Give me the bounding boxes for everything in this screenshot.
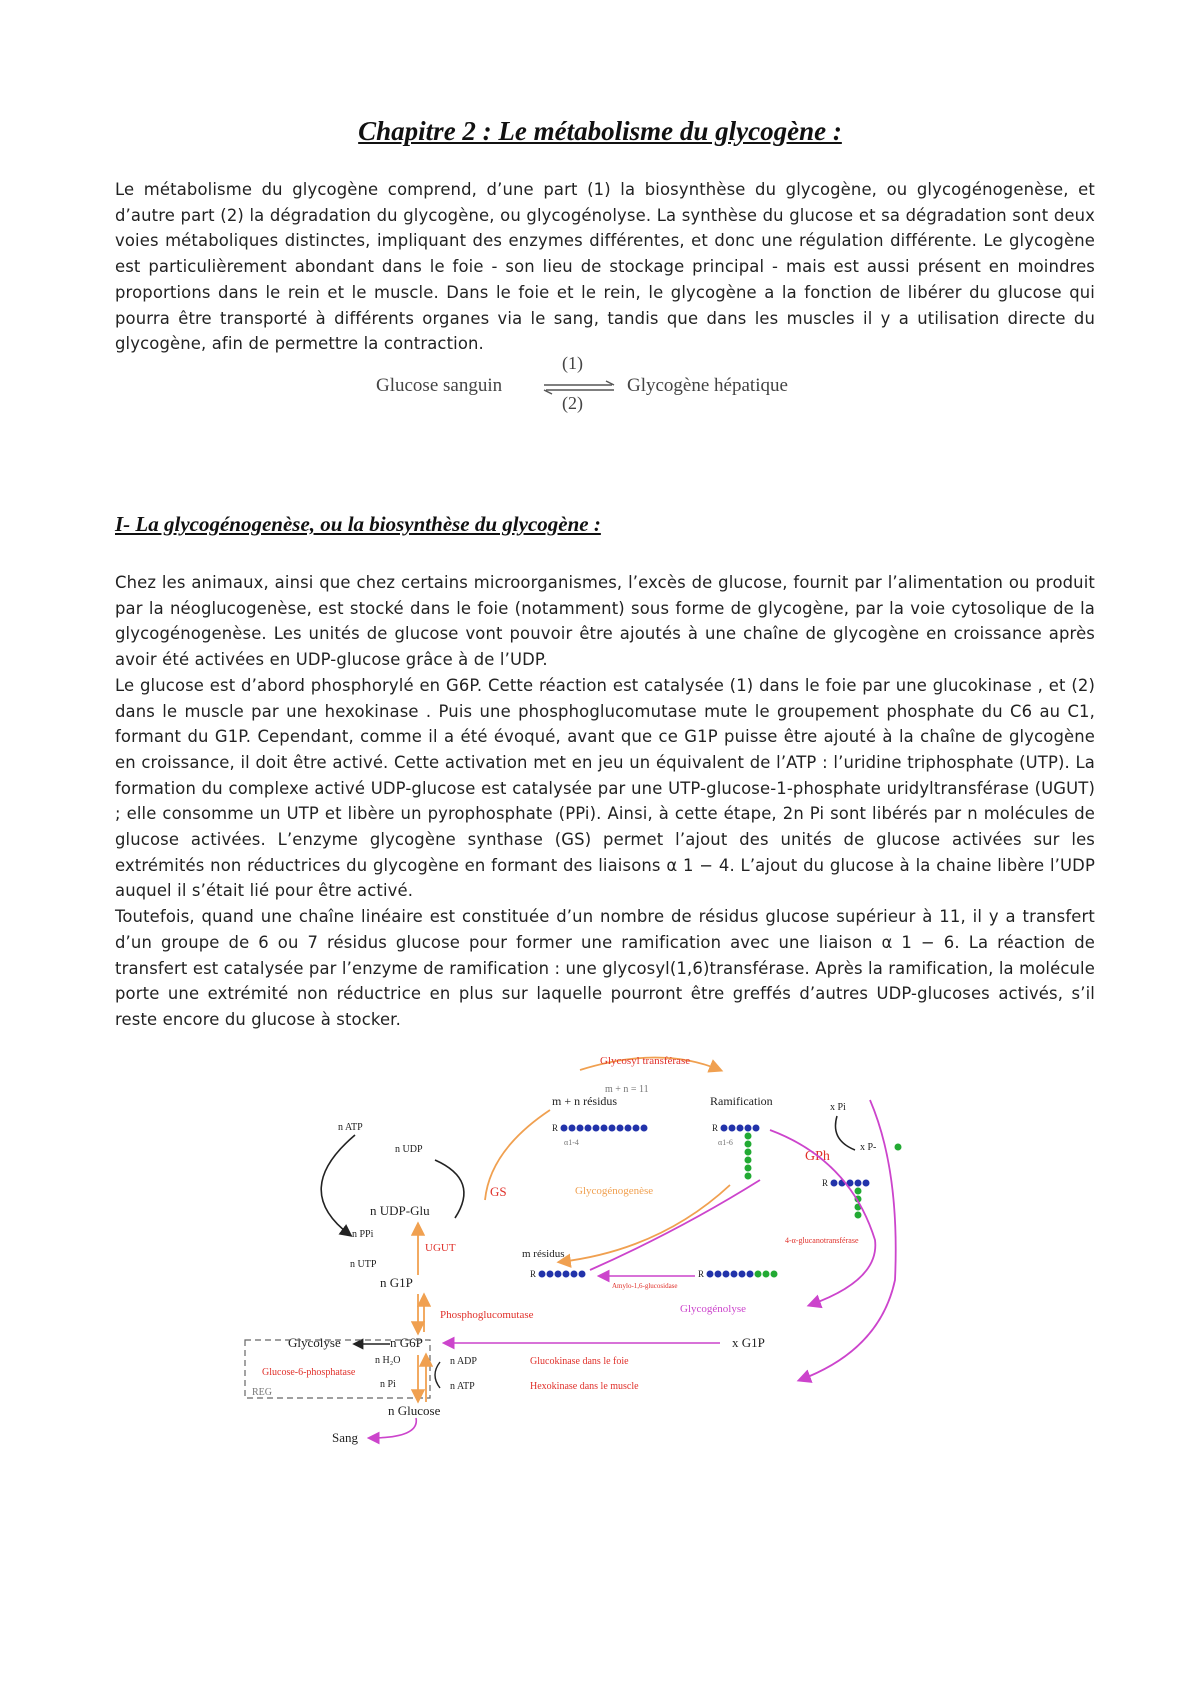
intro-text: Le métabolisme du glycogène comprend, d’une part (1) la biosynthèse du glycogène, ou glycogénogenèse, et d’autre part (2) la dégradation du glycogène, ou glycogénolyse. La synthèse du glucose et sa dégradation sont deux voies métaboliques distinctes, impliquant des enzymes différentes, et donc une régulation différente. Le glycogène est particulièrement abondant dans le foie - son lieu de stockage principal - mais est aussi présent en moindres proportions dans le rein et le muscle. Dans le foie et le rein, le glycogène a la fonction de libérer du glucose qui pourra être transporté à différents organes via le sang, tandis que dans les muscles il y a utilisation directe du glycogène, afin de permettre la contraction.: [115, 180, 1095, 354]
label-mn-condition: m + n = 11: [605, 1084, 649, 1095]
diagram-svg: [240, 1050, 940, 1450]
label-n-atp: n ATP: [338, 1122, 363, 1133]
label-r: R: [552, 1123, 559, 1133]
label-glycogenolyse: Glycogénolyse: [680, 1303, 746, 1315]
label-gph: GPh: [805, 1149, 830, 1164]
section-paragraph: Chez les animaux, ainsi que chez certains microorganismes, l’excès de glucose, fournit par l’alimentation ou produit par la néoglucogenèse, est stocké dans le foie (notamment) sous forme de glycogène, par la voie cytosolique de la glycogénogenèse. Les unités de glucose vont pouvoir être ajoutés à une chaîne de glycogène en croissance après avoir été activées en UDP-glucose grâce à de l’UDP.: [115, 573, 1095, 670]
label-gs: GS: [490, 1184, 507, 1199]
branched-chain: [721, 1125, 760, 1180]
label-phosphoglucomutase: Phosphoglucomutase: [440, 1309, 534, 1321]
linear-chain: [561, 1125, 648, 1132]
section-body: [115, 570, 1095, 1033]
glucose-to-blood-arrow: [370, 1418, 416, 1438]
label-ugut: UGUT: [425, 1242, 456, 1254]
label-n-g6p: n G6P: [390, 1335, 423, 1350]
label-r: R: [712, 1123, 719, 1133]
label-x-p: x P-: [860, 1142, 877, 1153]
intro-paragraph: [115, 177, 1095, 357]
label-g6pase: Glucose-6-phosphatase: [262, 1367, 356, 1378]
label-hexokinase: Hexokinase dans le muscle: [530, 1381, 639, 1392]
label-alpha16: α1-6: [718, 1138, 733, 1147]
residues-chain-2: [707, 1271, 778, 1278]
equation-bottom: (2): [562, 393, 583, 413]
label-m-n-residus: m + n résidus: [552, 1094, 618, 1108]
equation-left: Glucose sanguin: [376, 375, 503, 396]
label-alpha-glucosidase: Amylo-1,6-glucosidase: [612, 1282, 678, 1290]
label-reg: REG: [252, 1387, 272, 1398]
residues-chain: [539, 1271, 586, 1278]
section-heading: I- La glycogénogenèse, ou la biosynthèse du glycogène :: [115, 512, 601, 536]
released-glucose-dot: [895, 1144, 902, 1151]
label-glycolyse: Glycolyse: [288, 1335, 341, 1350]
label-x-pi: x Pi: [830, 1102, 846, 1113]
label-r: R: [698, 1269, 705, 1279]
label-n-g1p: n G1P: [380, 1275, 413, 1290]
label-n-ppi: n PPi: [352, 1229, 374, 1240]
section-paragraph: Le glucose est d’abord phosphorylé en G6P. Cette réaction est catalysée (1) dans le foie par une glucokinase , et (2) dans le muscle par une hexokinase . Puis une phosphoglucomutase mute le groupement phosphate du C6 au C1, formant du G1P. Cependant, comme il a été évoqué, avant que ce G1P puisse être ajouté à la chaîne de glycogène en croissance, il doit être activé. Cette activation met en jeu un équivalent de l’ATP : l’uridine triphosphate (UTP). La formation du complexe activé UDP-glucose est catalysée par une UTP-glucose-1-phosphate uridyltransférase (UGUT) ; elle consomme un UTP et libère un pyrophosphate (PPi). Ainsi, à cette étape, 2n Pi sont libérés par n molécules de glucose activées. L’enzyme glycogène synthase (GS) permet l’ajout des unités de glucose activées sur les extrémités non réductrices du glycogène en formant des liaisons α 1 − 4. L’ajout du glucose à la chaine libère l’UDP auquel il s’était lié pour être activé.: [115, 675, 1095, 901]
page-title: Chapitre 2 : Le métabolisme du glycogène :: [358, 116, 842, 146]
label-n-adp: n ADP: [450, 1356, 477, 1367]
equation-top: (1): [562, 353, 583, 373]
equation-right: Glycogène hépatique: [627, 375, 788, 396]
glycogen-metabolism-diagram: [240, 1050, 940, 1450]
equilibrium-equation: [370, 355, 830, 415]
label-debranching-enzyme: 4-α-glucanotransférase: [785, 1236, 859, 1245]
label-n-udp-glu: n UDP-Glu: [370, 1203, 430, 1218]
label-glucokinase: Glucokinase dans le foie: [530, 1356, 629, 1367]
label-n-atp2: n ATP: [450, 1381, 475, 1392]
label-sang: Sang: [332, 1430, 358, 1445]
label-glycogenogenese: Glycogénogenèse: [575, 1185, 654, 1197]
pi-arrow: [835, 1116, 855, 1150]
udp-cycle-arrow: [435, 1160, 464, 1218]
label-n-pi: n Pi: [380, 1379, 396, 1390]
label-glycosyltransferase: Glycosyl transférase: [600, 1055, 691, 1067]
label-r: R: [530, 1269, 537, 1279]
label-m-residus: m résidus: [522, 1248, 565, 1260]
section-paragraph: Toutefois, quand une chaîne linéaire est constituée d’un nombre de résidus glucose supérieur à 11, il y a transfert d’un groupe de 6 ou 7 résidus glucose pour former une ramification avec une liaison α 1 − 6. La réaction de transfert est catalysée par l’enzyme de ramification : une glycosyl(1,6)transférase. Après la ramification, la molécule porte une extrémité non réductrice en plus sur laquelle pourront être greffés d’autres UDP-glucoses activés, s’il reste encore du glucose à stocker.: [115, 907, 1095, 1029]
label-r: R: [822, 1178, 829, 1188]
label-n-udp: n UDP: [395, 1144, 423, 1155]
adp-atp-curve: [435, 1362, 440, 1388]
label-n-glucose: n Glucose: [388, 1403, 441, 1418]
label-x-g1p: x G1P: [732, 1335, 765, 1350]
label-n-h2o: n H₂O: [375, 1355, 401, 1366]
atp-cycle-arrow: [321, 1135, 355, 1235]
label-alpha14: α1-4: [564, 1138, 579, 1147]
label-ramification: Ramification: [710, 1094, 773, 1108]
label-n-utp: n UTP: [350, 1259, 377, 1270]
